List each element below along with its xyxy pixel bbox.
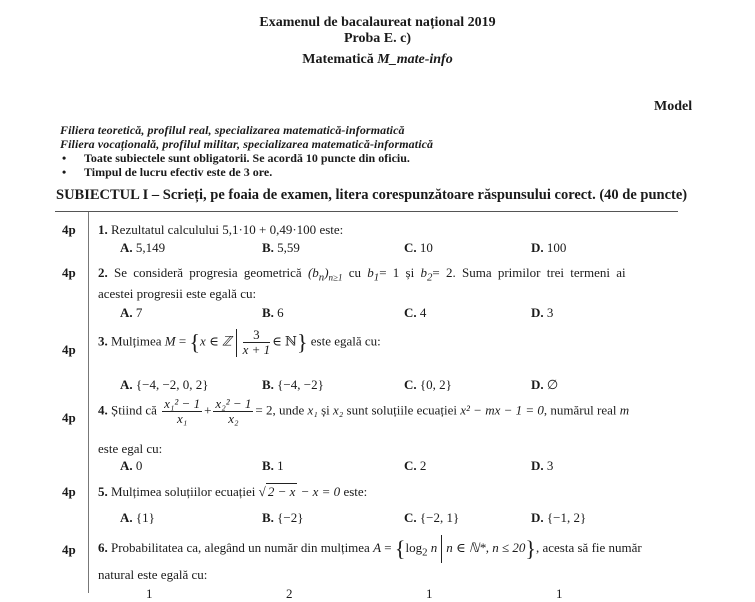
- question-text-line2: natural este egală cu:: [98, 567, 208, 582]
- option-d[interactable]: D. 3: [531, 305, 554, 320]
- question-text-line2: este egal cu:: [98, 441, 163, 456]
- set-builder-bar: [236, 329, 237, 357]
- option-a[interactable]: A. {−4, −2, 0, 2}: [120, 377, 209, 392]
- question-4: 4. Știind că $\frac{\text{x₁² − 1}}{\text{x₁}}$ + $\frac{\text{x₂² − 1}}{\text{x₂}}$ = 2, unde x₁ și x₂ sunt soluțiile ecuației x² − mx − 1 = 0, numărul real m: [98, 396, 630, 426]
- exam-proba: Proba E. c): [343, 31, 411, 46]
- question-1: [98, 222, 343, 238]
- fraction: $\frac{\text{x₂² − 1}}{\text{x₂}}$: [215, 396, 252, 426]
- option-b[interactable]: B. 1: [262, 458, 284, 473]
- exam-subject: [0, 52, 755, 68]
- question-3: 3. Mulțimea M = {x ∈ ℤ $\frac{3}{x + 1}$ ∈ ℕ} este egală cu:: [98, 327, 381, 357]
- subject-prefix: Matematică: [302, 52, 374, 67]
- bullet-item: [62, 151, 410, 166]
- option-d[interactable]: D. 100: [531, 240, 567, 255]
- option-c[interactable]: C. 4: [404, 305, 427, 320]
- option-c-numerator-partial: 1: [426, 586, 433, 601]
- section-title: SUBIECTUL I – Scrieți, pe foaia de examen, litera corespunzătoare răspunsului corect. (40 de puncte): [56, 187, 688, 203]
- option-d[interactable]: D. 3: [531, 458, 554, 473]
- question-number: 5.: [98, 484, 108, 499]
- question-number: 2.: [98, 265, 108, 280]
- fraction: $\frac{\text{x₁² − 1}}{\text{x₁}}$: [164, 396, 201, 426]
- question-points: 4p: [62, 265, 76, 280]
- bullet-item: [62, 165, 272, 180]
- question-text: Probabilitatea ca, alegând un număr din mulțimea: [111, 539, 370, 555]
- fraction: $\frac{3}{x + 1}$: [242, 327, 271, 357]
- option-b-numerator-partial: 2: [286, 586, 293, 601]
- question-6: 6. Probabilitatea ca, alegând un număr din mulțimea $A = \{\log_2$ n n ∈ ℕ*, n ≤ 20}, acesta să fie număr: [98, 536, 642, 561]
- b2: $b_2$: [420, 265, 433, 284]
- exam-title: Examenul de bacalaureat național 2019: [259, 15, 496, 30]
- question-points: 4p: [62, 410, 76, 425]
- question-2: 2. Se consideră progresia geometrică $(b_n)_{n\ge 1}$ cu $b_1= 1$ și $b_2= 2$. Suma primilor trei termeni ai: [98, 265, 626, 284]
- bullet-icon: •: [62, 165, 67, 179]
- option-b[interactable]: B. 6: [262, 305, 284, 320]
- bullet-text: Timpul de lucru efectiv este de 3 ore.: [84, 165, 273, 179]
- question-number: 4.: [98, 402, 108, 418]
- question-points: 4p: [62, 222, 76, 237]
- set-builder-bar: [441, 535, 442, 563]
- option-d-numerator-partial: 1: [556, 586, 563, 601]
- question-number: 3.: [98, 333, 108, 349]
- question-text-line2: acestei progresii este egală cu:: [98, 286, 257, 301]
- option-c[interactable]: C. 2: [404, 458, 427, 473]
- subject-name: M_mate-info: [377, 52, 453, 67]
- question-number: 1.: [98, 222, 108, 237]
- question-points: 4p: [62, 484, 76, 499]
- question-text-after: este:: [319, 222, 344, 237]
- filiera-1: Filiera teoretică, profilul real, specializarea matematică-informatică: [60, 123, 405, 137]
- option-a[interactable]: A. 5,149: [120, 240, 166, 255]
- option-a[interactable]: A. 0: [120, 458, 143, 473]
- question-text: Mulțimea soluțiilor ecuației: [111, 484, 256, 499]
- question-points: 4p: [62, 342, 76, 357]
- option-b[interactable]: B. 5,59: [262, 240, 300, 255]
- section-divider: [55, 211, 678, 212]
- b1: $b_1$: [367, 265, 380, 284]
- option-b[interactable]: B. {−2}: [262, 510, 304, 525]
- option-a[interactable]: A. 7: [120, 305, 143, 320]
- question-points: 4p: [62, 542, 76, 557]
- option-a-numerator-partial: 1: [146, 586, 153, 601]
- option-b[interactable]: B. {−4, −2}: [262, 377, 324, 392]
- filiera-2: Filiera vocațională, profilul militar, specializarea matematică-informatică: [60, 137, 434, 151]
- option-c[interactable]: C. 10: [404, 240, 433, 255]
- question-math: 5,1·10 + 0,49·100: [222, 222, 317, 237]
- question-text: Știind că: [111, 402, 157, 418]
- option-c[interactable]: C. {−2, 1}: [404, 510, 460, 525]
- points-column-divider: [88, 212, 89, 593]
- option-a[interactable]: A. {1}: [120, 510, 155, 525]
- question-text: Se consideră progresia geometrică: [114, 265, 302, 280]
- question-5: 5. Mulțimea soluțiilor ecuației √ 2 − x − x = 0 este:: [98, 484, 368, 499]
- sequence: $(b_n)_{n\ge 1}$: [307, 265, 343, 284]
- question-number: 6.: [98, 539, 108, 555]
- bullet-text: Toate subiectele sunt obligatorii. Se acordă 10 puncte din oficiu.: [84, 151, 410, 165]
- sqrt-expression: √ 2 − x: [258, 484, 296, 499]
- option-d[interactable]: D. ∅: [531, 377, 559, 392]
- question-text: Rezultatul calculului: [111, 222, 219, 237]
- question-text: Mulțimea: [111, 333, 162, 349]
- model-label: Model: [654, 99, 693, 114]
- option-c[interactable]: C. {0, 2}: [404, 377, 452, 392]
- option-d[interactable]: D. {−1, 2}: [531, 510, 587, 525]
- bullet-icon: •: [62, 151, 67, 165]
